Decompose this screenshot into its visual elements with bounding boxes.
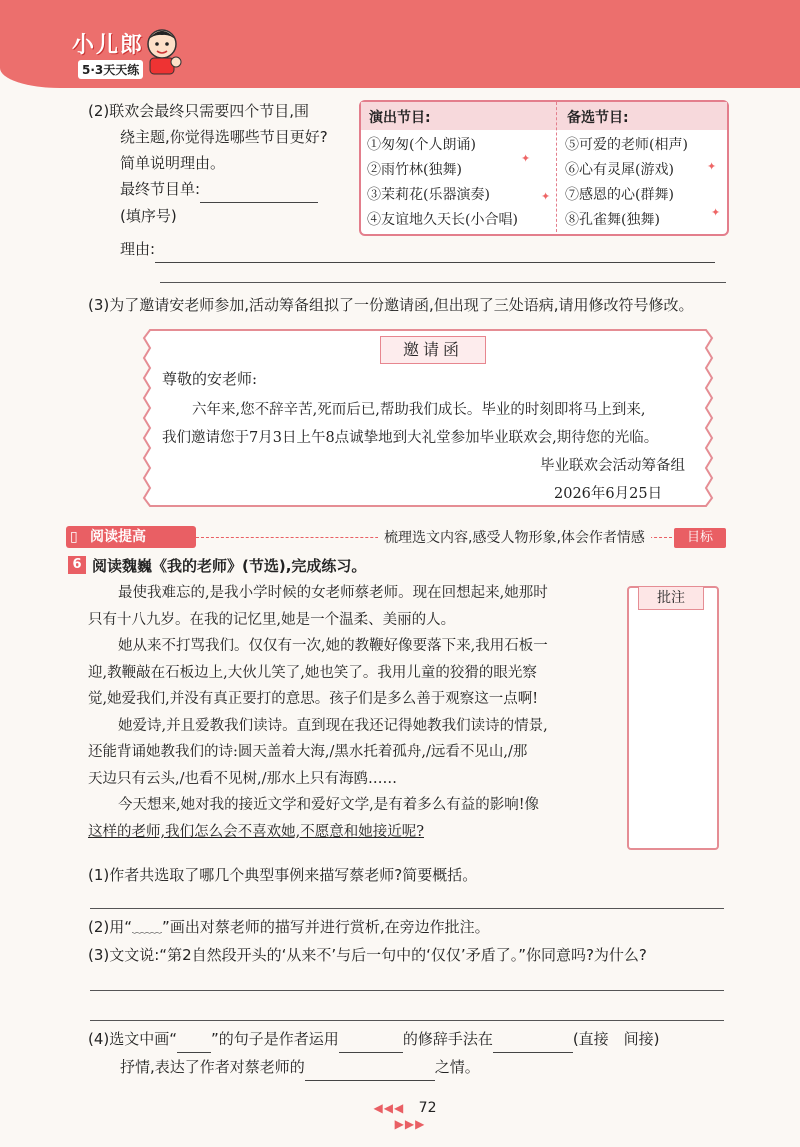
q2-pre: (2)用“	[88, 918, 133, 936]
q4-part-d: (直接 间接)	[572, 1030, 660, 1048]
left-arrows-icon: ◀◀◀	[373, 1101, 405, 1115]
invitation-body-1: 六年来,您不辞辛苦,死而后已,帮助我们成长。毕业的时刻即将马上到来,	[192, 402, 646, 418]
q4-underline-sample	[177, 1026, 211, 1053]
backup-item: ⑤可爱的老师(相声)	[565, 137, 688, 153]
q3-answer-line-2[interactable]	[90, 1020, 724, 1021]
order-hint: (填序号)	[120, 207, 177, 225]
invitation-body-2: 我们邀请您于7月3日上午8点诚挚地到大礼堂参加毕业联欢会,期待您的光临。	[162, 430, 659, 446]
page-number: 72	[418, 1100, 437, 1116]
q3-answer-line-1[interactable]	[90, 990, 724, 991]
annotation-box[interactable]	[627, 586, 719, 850]
q4-part-a: (4)选文中画“	[88, 1030, 178, 1048]
final-list-label: 最终节目单:	[120, 180, 201, 198]
question-3: (3)文文说:“第2自然段开头的‘从来不’与后一句中的‘仅仅’矛盾了。”你同意吗?为什么?	[88, 946, 647, 964]
brand-logo: 小儿郎	[72, 33, 145, 58]
q2-prompt	[88, 98, 358, 229]
question-4	[88, 1026, 660, 1053]
reason-blank-1[interactable]	[155, 236, 715, 263]
p2-line1: 她从来不打骂我们。仅仅有一次,她的教鞭好像要落下来,我用石板一	[118, 638, 548, 654]
p3-line1: 她爱诗,并且爱教我们读诗。直到现在我还记得她教我们读诗的情景,	[118, 717, 548, 734]
p2-line2: 迎,教鞭敲在石板边上,大伙儿笑了,她也笑了。我用儿童的狡猾的眼光察	[88, 664, 537, 681]
q4-part-e: 抒情,表达了作者对蔡老师的	[120, 1058, 305, 1076]
reading-title: 阅读魏巍《我的老师》(节选),完成练习。	[92, 557, 367, 575]
q2-line3: 简单说明理由。	[120, 154, 226, 172]
backup-item: ⑦感恩的心(群舞)	[565, 187, 674, 203]
perform-item: ④友谊地久天长(小合唱)	[367, 212, 518, 228]
star-icon: ✦	[541, 190, 551, 203]
question-4-cont	[120, 1054, 480, 1081]
p2-line3: 觉,她爱我们,并没有真正要打的意思。孩子们是多么善于观察这一点啊!	[88, 691, 539, 707]
q2-line2: 绕主题,你觉得选哪些节目更好?	[120, 128, 328, 146]
brand-subtitle: 5·3天天练	[78, 60, 143, 79]
q2-line1: (2)联欢会最终只需要四个节目,围	[88, 102, 310, 120]
star-icon: ✦	[711, 206, 721, 219]
star-icon: ✦	[707, 160, 717, 173]
q4-part-f: 之情。	[434, 1058, 480, 1076]
goal-badge: 目标	[674, 528, 726, 548]
question-number: 6	[68, 556, 86, 574]
backup-item: ⑥心有灵犀(游戏)	[565, 162, 674, 178]
right-arrows-icon: ▶▶▶	[394, 1117, 426, 1131]
invitation-greeting: 尊敬的安老师:	[162, 370, 258, 388]
q4-part-b: ”的句子是作者运用	[211, 1030, 339, 1048]
question-2	[88, 914, 490, 940]
p4-line2: 这样的老师,我们怎么会不喜欢她,不愿意和她接近呢?	[88, 823, 424, 840]
backup-title: 备选节目:	[567, 110, 629, 126]
reason-row	[120, 236, 715, 263]
invitation-date: 2026年6月25日	[554, 486, 663, 502]
p4-line1: 今天想来,她对我的接近文学和爱好文学,是有着多么有益的影响!像	[118, 797, 540, 813]
q3-prompt: (3)为了邀请安老师参加,活动筹备组拟了一份邀请函,但出现了三处语病,请用修改符号修改。	[88, 296, 694, 314]
perform-item: ②雨竹林(独舞)	[367, 162, 462, 178]
perform-title: 演出节目:	[369, 110, 431, 126]
backup-item: ⑧孔雀舞(独舞)	[565, 212, 660, 228]
position-blank[interactable]	[493, 1026, 573, 1053]
rhetoric-blank[interactable]	[339, 1026, 403, 1053]
page-footer	[360, 1100, 460, 1132]
q1-answer-line[interactable]	[90, 908, 724, 909]
perform-item: ①匆匆(个人朗诵)	[367, 137, 476, 153]
reason-blank-2[interactable]	[160, 282, 726, 283]
annotation-label: 批注	[638, 587, 704, 610]
invitation-signature: 毕业联欢会活动筹备组	[540, 458, 685, 474]
program-divider	[556, 102, 557, 232]
book-icon: ▯	[70, 529, 78, 545]
perform-item: ③茉莉花(乐器演奏)	[367, 187, 490, 203]
q2-post: ”画出对蔡老师的描写并进行赏析,在旁边作批注。	[162, 918, 490, 936]
reading-passage	[88, 580, 623, 845]
section-tag	[66, 526, 196, 548]
p3-line2: 还能背诵她教我们的诗:圆天盖着大海,/黑水托着孤舟,/远看不见山,/那	[88, 744, 528, 760]
mascot-icon	[140, 26, 184, 76]
section-goal-text: 梳理选文内容,感受人物形象,体会作者情感	[378, 527, 651, 547]
star-icon: ✦	[521, 152, 531, 165]
program-table	[359, 100, 729, 236]
reason-label: 理由:	[120, 240, 156, 258]
q4-part-c: 的修辞手法在	[402, 1030, 493, 1048]
p1-line2: 只有十八九岁。在我的记忆里,她是一个温柔、美丽的人。	[88, 611, 456, 628]
section-tag-label: 阅读提高	[90, 529, 146, 545]
p1-line1: 最使我难忘的,是我小学时候的女老师蔡老师。现在回想起来,她那时	[118, 585, 548, 601]
invitation-title: 邀请函	[380, 336, 486, 364]
wavy-mark: ﹏﹏	[132, 918, 163, 936]
emotion-blank[interactable]	[305, 1054, 435, 1081]
question-1: (1)作者共选取了哪几个典型事例来描写蔡老师?简要概括。	[88, 866, 478, 884]
p3-line3: 天边只有云头,/也看不见树,/那水上只有海鸥……	[88, 770, 397, 787]
final-list-blank[interactable]	[200, 176, 318, 203]
